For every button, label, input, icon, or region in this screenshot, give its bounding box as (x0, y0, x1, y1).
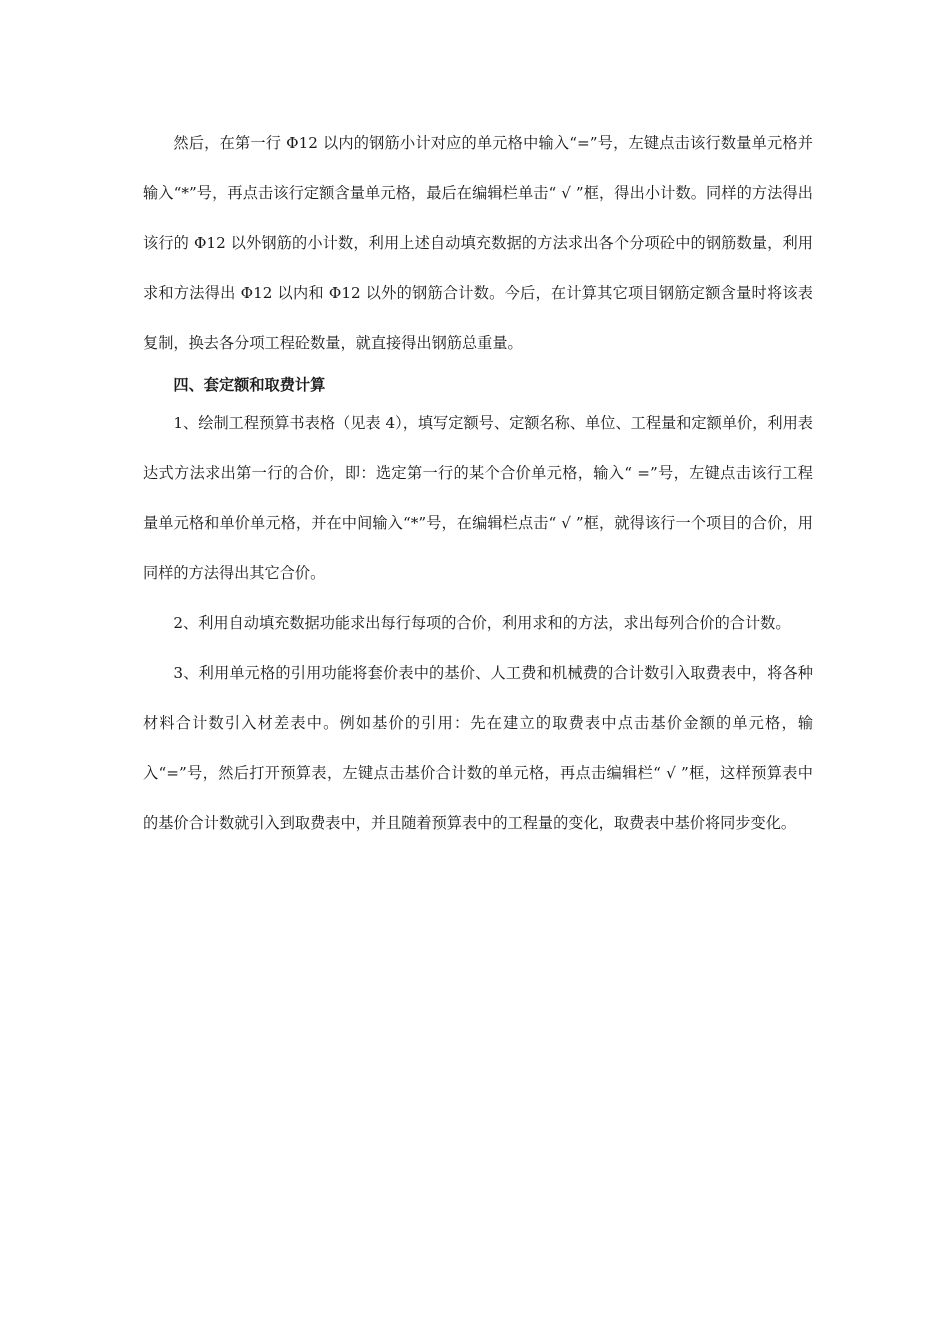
body-paragraph: 然后，在第一行 Φ12 以内的钢筋小计对应的单元格中输入“=”号，左键点击该行数量单元格并输入“*”号，再点击该行定额含量单元格，最后在编辑栏单击“ √ ”框，得出小计数。同样的方法得出该行的 Φ12 以外钢筋的小计数，利用上述自动填充数据的方法求出各个分项砼中的钢筋数量，利用求和方法得出 Φ12 以内和 Φ12 以外的钢筋合计数。今后，在计算其它项目钢筋定额含量时将该表复制，换去各分项工程砼数量，就直接得出钢筋总重量。 (143, 134, 813, 352)
document-body (143, 118, 813, 848)
section-heading: 四、套定额和取费计算 (173, 376, 326, 394)
numbered-paragraph-1: 1、绘制工程预算书表格（见表 4），填写定额号、定额名称、单位、工程量和定额单价，利用表达式方法求出第一行的合价，即：选定第一行的某个合价单元格，输入“ =”号，左键点击该行工程量单元格和单价单元格，并在中间输入“*”号，在编辑栏点击“ √ ”框，就得该行一个项目的合价，用同样的方法得出其它合价。 (143, 414, 813, 582)
numbered-paragraph-3: 3、利用单元格的引用功能将套价表中的基价、人工费和机械费的合计数引入取费表中，将各种材料合计数引入材差表中。例如基价的引用：先在建立的取费表中点击基价金额的单元格，输入“=”号，然后打开预算表，左键点击基价合计数的单元格，再点击编辑栏“ √ ”框，这样预算表中的基价合计数就引入到取费表中，并且随着预算表中的工程量的变化，取费表中基价将同步变化。 (143, 664, 813, 832)
numbered-paragraph-2: 2、利用自动填充数据功能求出每行每项的合价，利用求和的方法，求出每列合价的合计数。 (173, 614, 791, 632)
